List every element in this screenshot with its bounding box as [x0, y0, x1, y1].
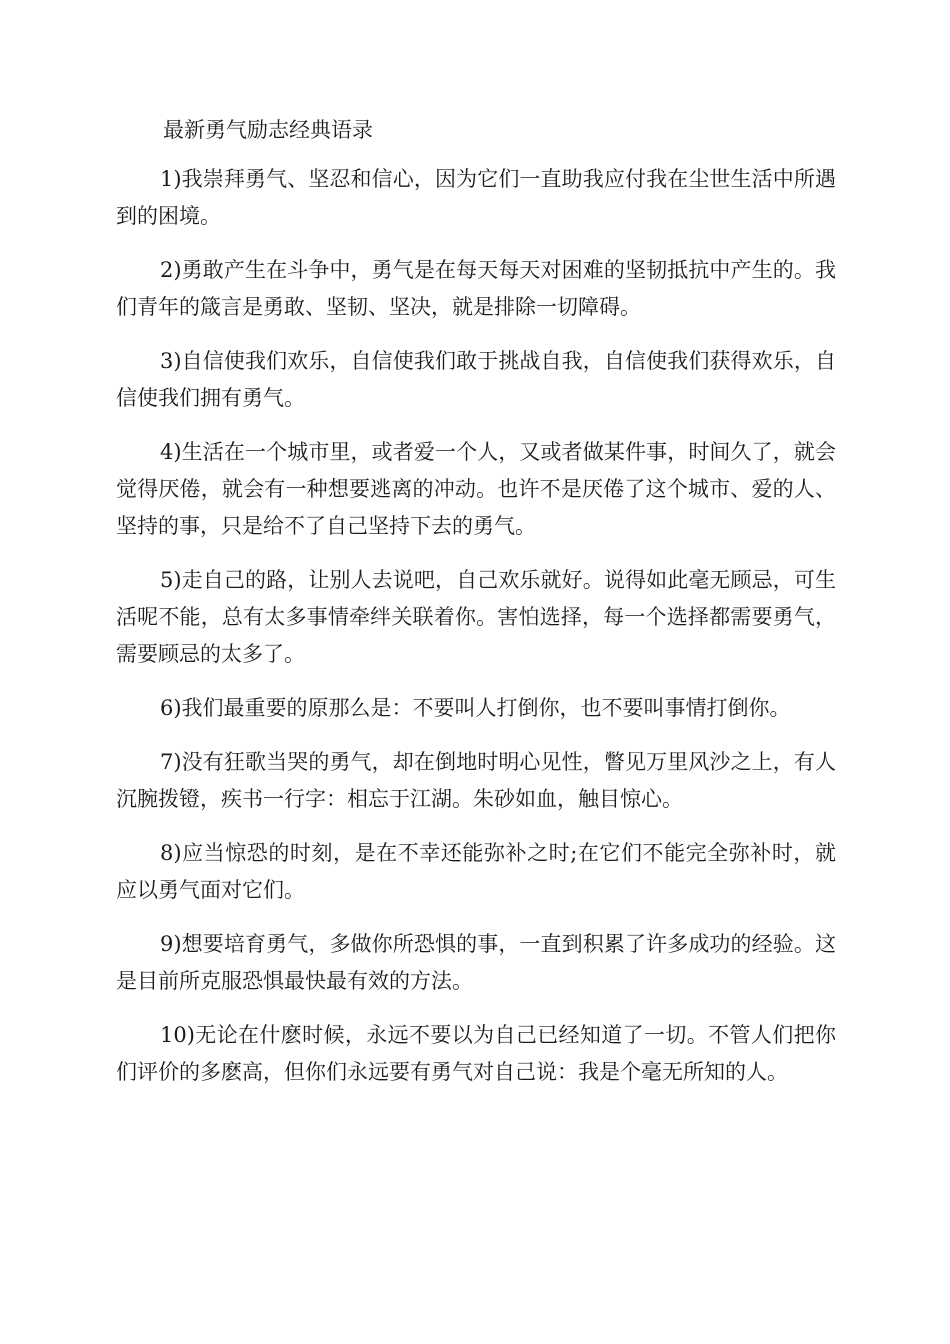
quote-paragraph: 8)应当惊恐的时刻，是在不幸还能弥补之时;在它们不能完全弥补时，就应以勇气面对它们。: [116, 841, 836, 902]
quote-paragraph: 4)生活在一个城市里，或者爱一个人，又或者做某件事，时间久了，就会觉得厌倦，就会有一种想要逃离的冲动。也许不是厌倦了这个城市、爱的人、坚持的事，只是给不了自己坚持下去的勇气。: [116, 440, 836, 538]
quote-paragraph: 9)想要培育勇气，多做你所恐惧的事，一直到积累了许多成功的经验。这是目前所克服恐惧最快最有效的方法。: [116, 932, 836, 993]
document-body: [116, 112, 836, 1108]
quote-paragraph: 6)我们最重要的原那么是：不要叫人打倒你，也不要叫事情打倒你。: [160, 696, 791, 720]
quote-paragraph: 10)无论在什麽时候，永远不要以为自己已经知道了一切。不管人们把你们评价的多麽高，但你们永远要有勇气对自己说：我是个毫无所知的人。: [116, 1023, 836, 1084]
document-title: 最新勇气励志经典语录: [163, 118, 373, 142]
quote-paragraph: 7)没有狂歌当哭的勇气，却在倒地时明心见性，瞥见万里风沙之上，有人沉腕拨镫，疾书一行字：相忘于江湖。朱砂如血，触目惊心。: [116, 750, 836, 811]
quote-paragraph: 3)自信使我们欢乐，自信使我们敢于挑战自我，自信使我们获得欢乐，自信使我们拥有勇气。: [116, 349, 836, 410]
quote-paragraph: 1)我崇拜勇气、坚忍和信心，因为它们一直助我应付我在尘世生活中所遇到的困境。: [116, 167, 836, 228]
quote-paragraph: 5)走自己的路，让别人去说吧，自己欢乐就好。说得如此毫无顾忌，可生活呢不能，总有太多事情牵绊关联着你。害怕选择，每一个选择都需要勇气，需要顾忌的太多了。: [116, 568, 836, 666]
quote-paragraph: 2)勇敢产生在斗争中，勇气是在每天每天对困难的坚韧抵抗中产生的。我们青年的箴言是勇敢、坚韧、坚决，就是排除一切障碍。: [116, 258, 836, 319]
